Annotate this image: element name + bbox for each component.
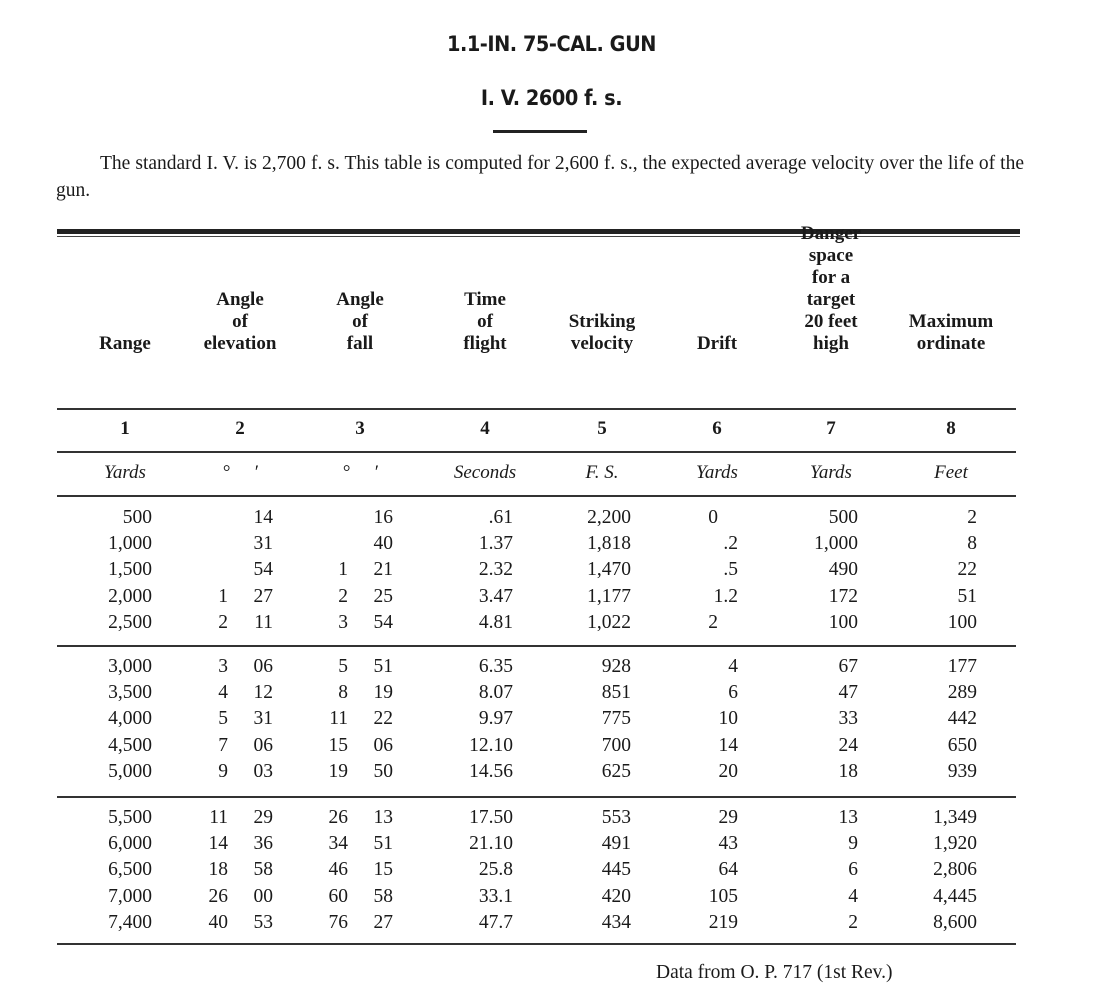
cell-elev-min: 54 <box>253 559 273 581</box>
cell-elev-min: 03 <box>253 760 273 782</box>
cell-velocity: 445 <box>601 859 631 881</box>
cell-time: 33.1 <box>478 885 513 907</box>
cell-ordinate: 1,349 <box>933 807 977 828</box>
cell-fall-min: 13 <box>373 807 393 828</box>
column-unit-fall: ° ′ <box>342 462 378 483</box>
cell-fall-min: 54 <box>373 611 393 633</box>
cell-ordinate: 51 <box>957 585 977 607</box>
cell-elev-min: 00 <box>253 885 273 907</box>
cell-elev-min: 06 <box>253 734 273 756</box>
column-unit-range: Yards <box>104 462 146 483</box>
cell-fall-min: 19 <box>373 682 393 704</box>
cell-elev-deg: 4 <box>218 682 228 704</box>
column-unit-velocity: F. S. <box>585 462 619 483</box>
cell-elev-deg: 14 <box>208 833 228 855</box>
cell-drift: 4 <box>728 656 738 677</box>
cell-time: 17.50 <box>469 807 513 828</box>
cell-fall-min: 16 <box>373 507 393 528</box>
source-note: Data from O. P. 717 (1st Rev.) <box>656 962 893 983</box>
cell-fall-min: 21 <box>373 559 393 581</box>
cell-fall-deg: 76 <box>328 911 348 933</box>
cell-ordinate: 2 <box>967 507 977 528</box>
cell-velocity: 434 <box>601 911 631 933</box>
cell-fall-min: 51 <box>373 833 393 855</box>
column-header-velocity: Striking velocity <box>568 311 636 354</box>
cell-elev-min: 14 <box>253 507 273 528</box>
cell-time: 25.8 <box>478 859 513 881</box>
cell-ordinate: 100 <box>947 611 977 633</box>
cell-elev-deg: 9 <box>218 760 228 782</box>
page-title: 1.1-IN. 75-CAL. GUN <box>446 32 657 56</box>
table-rule <box>57 451 1016 453</box>
cell-ordinate: 442 <box>947 708 977 730</box>
column-number-fall: 3 <box>355 418 365 439</box>
cell-drift: 2 <box>708 611 718 633</box>
cell-time: 14.56 <box>469 760 513 782</box>
column-number-ordinate: 8 <box>946 418 956 439</box>
cell-danger: 2 <box>848 911 858 933</box>
cell-danger: 4 <box>848 885 858 907</box>
cell-danger: 100 <box>828 611 858 633</box>
cell-elev-min: 58 <box>253 859 273 881</box>
cell-fall-min: 06 <box>373 734 393 756</box>
cell-danger: 500 <box>828 507 858 528</box>
cell-fall-deg: 15 <box>328 734 348 756</box>
cell-drift: 64 <box>718 859 738 881</box>
cell-fall-deg: 60 <box>328 885 348 907</box>
column-unit-drift: Yards <box>696 462 738 483</box>
cell-fall-deg: 5 <box>338 656 348 677</box>
cell-velocity: 625 <box>601 760 631 782</box>
column-header-time: Time of flight <box>463 289 507 354</box>
cell-time: 8.07 <box>478 682 513 704</box>
cell-fall-min: 58 <box>373 885 393 907</box>
cell-elev-min: 31 <box>253 533 273 555</box>
cell-velocity: 1,818 <box>587 533 631 555</box>
cell-fall-min: 50 <box>373 760 393 782</box>
cell-elev-min: 27 <box>253 585 273 607</box>
cell-time: 3.47 <box>478 585 513 607</box>
cell-danger: 1,000 <box>814 533 858 555</box>
cell-drift: 105 <box>708 885 738 907</box>
table-rule <box>57 943 1016 945</box>
cell-time: 21.10 <box>469 833 513 855</box>
cell-range: 3,000 <box>108 656 152 677</box>
cell-danger: 9 <box>848 833 858 855</box>
intro-paragraph: The standard I. V. is 2,700 f. s. This table is computed for 2,600 f. s., the expected average velocity over the life of the gun. <box>56 153 1024 201</box>
cell-ordinate: 8 <box>967 533 977 555</box>
cell-velocity: 420 <box>601 885 631 907</box>
cell-elev-deg: 18 <box>208 859 228 881</box>
column-header-drift: Drift <box>696 333 738 354</box>
cell-ordinate: 2,806 <box>933 859 977 881</box>
table-rule <box>57 645 1016 647</box>
cell-time: 9.97 <box>478 708 513 730</box>
cell-drift: .5 <box>723 559 738 581</box>
column-header-danger: Danger space for a target 20 feet high <box>800 223 862 354</box>
cell-velocity: 553 <box>601 807 631 828</box>
cell-range: 4,500 <box>108 734 152 756</box>
cell-danger: 33 <box>838 708 858 730</box>
cell-drift: 10 <box>718 708 738 730</box>
cell-fall-deg: 46 <box>328 859 348 881</box>
column-number-velocity: 5 <box>597 418 607 439</box>
cell-velocity: 1,177 <box>587 585 631 607</box>
cell-drift: 1.2 <box>713 585 738 607</box>
table-rule <box>57 408 1016 410</box>
cell-elev-min: 06 <box>253 656 273 677</box>
cell-fall-min: 27 <box>373 911 393 933</box>
cell-velocity: 2,200 <box>587 507 631 528</box>
cell-range: 6,500 <box>108 859 152 881</box>
cell-range: 1,500 <box>108 559 152 581</box>
cell-drift: 20 <box>718 760 738 782</box>
column-unit-time: Seconds <box>453 462 517 483</box>
cell-danger: 172 <box>828 585 858 607</box>
cell-range: 5,000 <box>108 760 152 782</box>
cell-velocity: 700 <box>601 734 631 756</box>
cell-range: 1,000 <box>108 533 152 555</box>
cell-fall-deg: 3 <box>338 611 348 633</box>
cell-range: 2,000 <box>108 585 152 607</box>
cell-ordinate: 177 <box>947 656 977 677</box>
column-number-elevation: 2 <box>235 418 245 439</box>
cell-ordinate: 650 <box>947 734 977 756</box>
column-number-danger: 7 <box>826 418 836 439</box>
cell-fall-deg: 2 <box>338 585 348 607</box>
cell-velocity: 851 <box>601 682 631 704</box>
cell-fall-deg: 8 <box>338 682 348 704</box>
cell-danger: 6 <box>848 859 858 881</box>
cell-range: 4,000 <box>108 708 152 730</box>
cell-elev-deg: 2 <box>218 611 228 633</box>
cell-ordinate: 1,920 <box>933 833 977 855</box>
cell-danger: 24 <box>838 734 858 756</box>
column-header-elevation: Angle of elevation <box>203 289 277 354</box>
cell-time: .61 <box>488 507 513 528</box>
cell-ordinate: 939 <box>947 760 977 782</box>
cell-danger: 47 <box>838 682 858 704</box>
cell-time: 1.37 <box>478 533 513 555</box>
cell-velocity: 928 <box>601 656 631 677</box>
cell-drift: 0 <box>708 507 718 528</box>
column-header-ordinate: Maximum ordinate <box>908 311 994 354</box>
cell-fall-deg: 19 <box>328 760 348 782</box>
cell-elev-deg: 1 <box>218 585 228 607</box>
cell-elev-deg: 11 <box>209 807 228 828</box>
title-divider <box>493 130 587 133</box>
cell-velocity: 775 <box>601 708 631 730</box>
cell-fall-deg: 34 <box>328 833 348 855</box>
cell-elev-min: 12 <box>253 682 273 704</box>
cell-ordinate: 8,600 <box>933 911 977 933</box>
cell-range: 7,000 <box>108 885 152 907</box>
page-subtitle: I. V. 2600 f. s. <box>480 86 623 110</box>
cell-elev-min: 31 <box>253 708 273 730</box>
cell-velocity: 1,022 <box>587 611 631 633</box>
cell-drift: 6 <box>728 682 738 704</box>
cell-time: 47.7 <box>478 911 513 933</box>
cell-elev-min: 29 <box>253 807 273 828</box>
cell-fall-deg: 1 <box>338 559 348 581</box>
table-rule <box>57 796 1016 798</box>
cell-fall-deg: 11 <box>329 708 348 730</box>
table-rule <box>57 495 1016 497</box>
cell-elev-min: 36 <box>253 833 273 855</box>
cell-ordinate: 289 <box>947 682 977 704</box>
cell-fall-min: 25 <box>373 585 393 607</box>
cell-danger: 67 <box>838 656 858 677</box>
cell-drift: 43 <box>718 833 738 855</box>
cell-elev-deg: 7 <box>218 734 228 756</box>
cell-fall-min: 15 <box>373 859 393 881</box>
cell-range: 5,500 <box>108 807 152 828</box>
cell-ordinate: 4,445 <box>933 885 977 907</box>
cell-elev-min: 53 <box>253 911 273 933</box>
column-unit-elevation: ° ′ <box>222 462 258 483</box>
cell-fall-deg: 26 <box>328 807 348 828</box>
column-unit-ordinate: Feet <box>934 462 968 483</box>
cell-elev-deg: 40 <box>208 911 228 933</box>
cell-range: 3,500 <box>108 682 152 704</box>
column-header-fall: Angle of fall <box>336 289 384 354</box>
column-number-drift: 6 <box>712 418 722 439</box>
cell-elev-deg: 3 <box>218 656 228 677</box>
column-unit-danger: Yards <box>810 462 852 483</box>
cell-fall-min: 40 <box>373 533 393 555</box>
cell-velocity: 491 <box>601 833 631 855</box>
column-header-range: Range <box>99 333 151 354</box>
cell-time: 2.32 <box>478 559 513 581</box>
cell-ordinate: 22 <box>957 559 977 581</box>
cell-time: 6.35 <box>478 656 513 677</box>
cell-range: 7,400 <box>108 911 152 933</box>
cell-elev-deg: 5 <box>218 708 228 730</box>
cell-time: 4.81 <box>478 611 513 633</box>
cell-range: 2,500 <box>108 611 152 633</box>
cell-fall-min: 51 <box>373 656 393 677</box>
cell-elev-deg: 26 <box>208 885 228 907</box>
column-number-time: 4 <box>480 418 490 439</box>
cell-fall-min: 22 <box>373 708 393 730</box>
cell-drift: 219 <box>708 911 738 933</box>
cell-range: 500 <box>122 507 152 528</box>
cell-drift: .2 <box>723 533 738 555</box>
cell-drift: 14 <box>718 734 738 756</box>
cell-danger: 13 <box>838 807 858 828</box>
cell-danger: 18 <box>838 760 858 782</box>
column-number-range: 1 <box>120 418 130 439</box>
cell-time: 12.10 <box>469 734 513 756</box>
cell-range: 6,000 <box>108 833 152 855</box>
cell-danger: 490 <box>828 559 858 581</box>
cell-velocity: 1,470 <box>587 559 631 581</box>
cell-drift: 29 <box>718 807 738 828</box>
cell-elev-min: 11 <box>254 611 273 633</box>
